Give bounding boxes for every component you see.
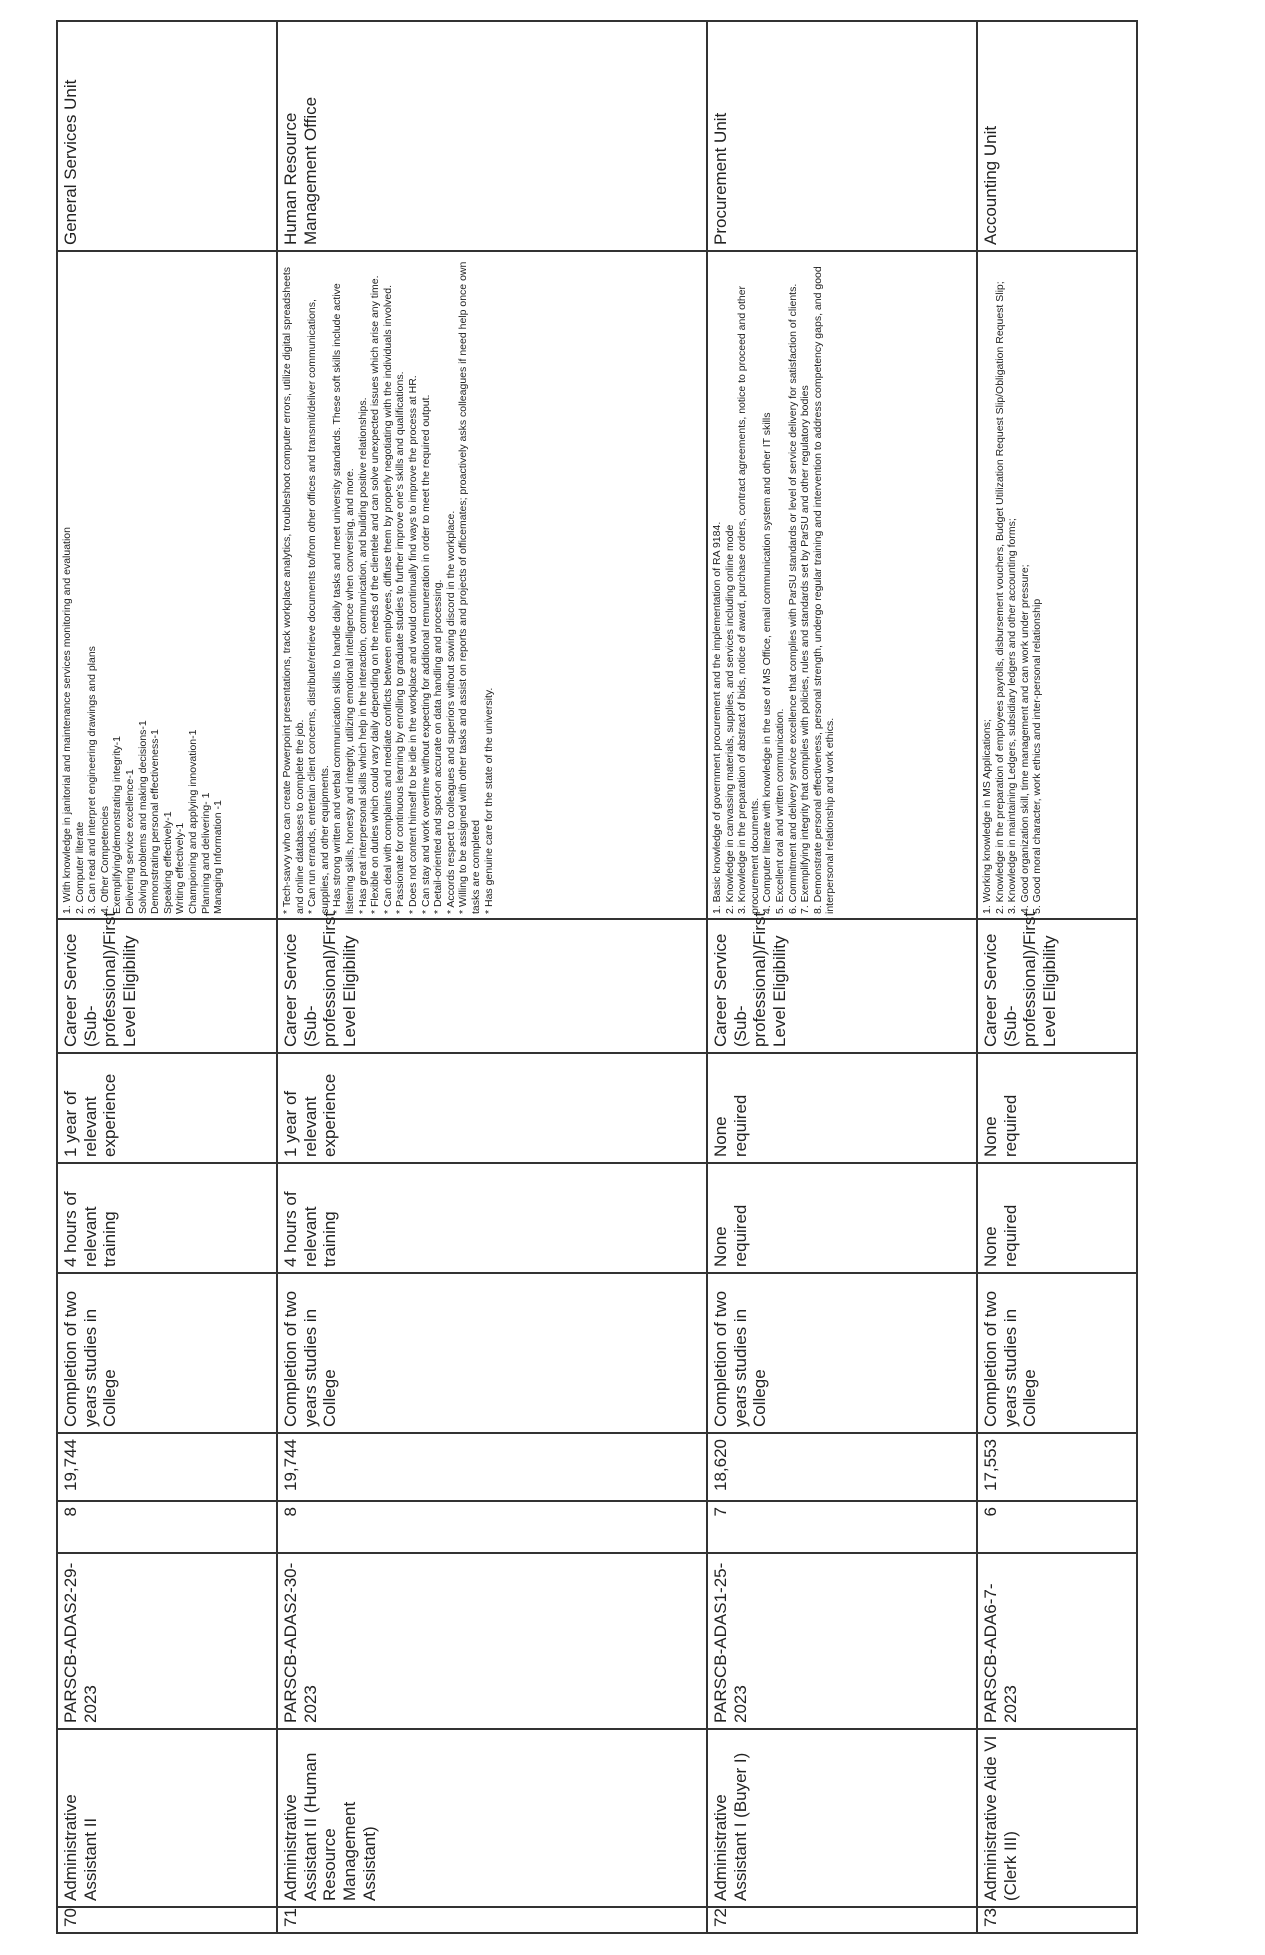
competencies-cell [57,251,277,919]
row-number-cell: 73 [977,1907,1137,1933]
competency-line: 3. Can read and interpret engineering drawings and plans [86,646,99,914]
competency-line: 3. Knowledge in the preparation of abstract of bids, notice of award, purchase orders, contract agreements, notice to proceed and other procurement documents. [736,285,761,914]
row-number-cell: 71 [277,1907,707,1933]
competency-line: * Has genuine care for the state of the university. [482,687,495,914]
education-cell: Completion of two years studies in College [277,1273,707,1433]
competency-line: * Flexible on duties which could vary daily depending on the needs of the clientele and can solve unexpected issues which arise any time. [369,275,382,914]
eligibility-cell: Career Service (Sub-professional)/First Level Eligibility [57,919,277,1053]
training-cell: None required [707,1163,977,1273]
training-cell: 4 hours of relevant training [277,1163,707,1273]
competencies-cell [977,251,1137,919]
assignment-unit-cell: Human Resource Management Office [277,21,707,251]
position-title-cell: Administrative Assistant II (Human Resource Management Assistant) [277,1729,707,1907]
experience-cell: None required [977,1053,1137,1163]
competency-line: * Can run errands, entertain client concerns, distribute/retrieve documents to/from other offices and transmit/deliver communications, supplies, and other equipments. [306,299,331,914]
competency-line: 1. Basic knowledge of government procurement and the implementation of RA 9184. [711,521,723,914]
experience-cell: 1 year of relevant experience [57,1053,277,1163]
competency-line: Exemplifying/demonstrating integrity-1 [111,736,124,914]
salary-grade-cell: 8 [277,1501,707,1553]
competency-line: 5. Good moral character, work ethics and inter-personal relationship [1031,598,1044,914]
table-row [57,21,277,1933]
competency-line: 4. Other Competencies [98,806,111,914]
competency-line: * Does not content himself to be idle in the workplace and would continually find ways to improve the process at HR. [406,375,419,914]
monthly-salary-cell: 18,620 [707,1433,977,1501]
experience-cell: 1 year of relevant experience [277,1053,707,1163]
position-title-cell: Administrative Assistant I (Buyer I) [707,1729,977,1907]
eligibility-cell: Career Service (Sub-professional)/First Level Eligibility [977,919,1137,1053]
competency-line: * Has great interpersonal skills which help in the interaction, communication, and building positive relationships. [356,397,369,914]
positions-table [56,20,1138,1934]
competency-line: 8. Demonstrate personal effectiveness, personal strength, undergo regular training and intervention to address competency gaps, and good interpersonal relationship and work ethics. [811,266,837,914]
training-cell: None required [977,1163,1137,1273]
item-number-cell: PARSCB-ADA6-7-2023 [977,1553,1137,1729]
assignment-unit-cell: General Services Unit [57,21,277,251]
item-number-cell: PARSCB-ADAS2-30-2023 [277,1553,707,1729]
row-number-cell: 70 [57,1907,277,1933]
competency-line: 5. Excellent oral and written communication. [773,708,786,914]
salary-grade-cell: 8 [57,1501,277,1553]
competency-line: Demonstrating personal effectiveness-1 [149,729,162,914]
competency-line: 4. Good organization skill, time management and can work under pressure; [1018,564,1031,914]
competencies-cell [277,251,707,919]
competency-line: 4. Computer literate with knowledge in the use of MS Office, email communication system and other IT skills [761,412,774,914]
eligibility-cell: Career Service (Sub-professional)/First Level Eligibility [277,919,707,1053]
monthly-salary-cell: 17,553 [977,1433,1137,1501]
competency-line: 7. Exemplifying integrity that complies with policies, rules and standards set by ParSU and other regulatory bodies [799,385,812,914]
competency-line: * Can deal with complaints and mediate conflicts between employees, diffuse them by properly negotiating with the individuals involved. [381,285,394,914]
competency-line: Writing effectively-1 [174,822,187,914]
assignment-unit-cell: Procurement Unit [707,21,977,251]
competencies-cell [707,251,977,919]
rotated-page [56,22,1136,1934]
competency-line: * Willing to be assigned with other tasks and assist on reports and projects of officemates; proactively asks colleagues if need help once own tasks are completed [457,261,482,914]
item-number-cell: PARSCB-ADAS2-29-2023 [57,1553,277,1729]
experience-cell: None required [707,1053,977,1163]
competency-line: Managing Information -1 [212,800,225,914]
table-row [707,21,977,1933]
position-title-cell: Administrative Assistant II [57,1729,277,1907]
competency-line: Delivering service excellence-1 [123,769,136,914]
competency-line: 1. With knowledge in janitorial and maintenance services monitoring and evaluation [61,527,73,914]
competency-line: 3. Knowledge in maintaining Ledgers, subsidiary ledgers and other accounting forms; [1006,518,1019,914]
education-cell: Completion of two years studies in College [57,1273,277,1433]
competency-line: * Can stay and work overtime without expecting for additional remuneration in order to meet the required output. [419,394,432,914]
competency-line: Speaking effectively-1 [161,811,174,914]
competency-line: * Passionate for continuous learning by enrolling to graduate studies to further improve one's skills and qualifications. [394,371,407,914]
competency-line: 2. Knowledge in canvassing materials, supplies, and services including online mode [723,524,736,914]
table-body [57,21,1137,1933]
competency-line: 6. Commitment and delivery service excellence that complies with ParSU standards or level of service delivery for satisfaction of clients. [786,283,799,914]
competency-line: 2. Knowledge in the preparation of employees payrolls, disbursement vouchers, Budget Utilization Request Slip/Obligation Request Slip; [993,281,1006,914]
education-cell: Completion of two years studies in College [977,1273,1137,1433]
competency-line: 1. Working knowledge in MS Applications; [981,719,993,914]
assignment-unit-cell: Accounting Unit [977,21,1137,251]
competency-line: * Accords respect to colleagues and superiors without sowing discord in the workplace. [444,510,457,914]
competency-line: * Tech-savvy who can create Powerpoint presentations, track workplace analytics, troubleshoot computer errors, utilize digital spreadsheets and online databases to complete the job. [281,266,306,914]
salary-grade-cell: 7 [707,1501,977,1553]
eligibility-cell: Career Service (Sub-professional)/First Level Eligibility [707,919,977,1053]
competency-line: 2. Computer literate [73,821,86,914]
competency-line: * Has strong written and verbal communication skills to handle daily tasks and meet university standards. These soft skills include active listening skills, honesty and integrity, utilizing emotional intelligence when conversing, and more. [331,283,356,914]
competency-line: Championing and applying innovation-1 [186,729,199,914]
position-title-cell: Administrative Aide VI (Clerk III) [977,1729,1137,1907]
monthly-salary-cell: 19,744 [277,1433,707,1501]
row-number-cell: 72 [707,1907,977,1933]
training-cell: 4 hours of relevant training [57,1163,277,1273]
education-cell: Completion of two years studies in College [707,1273,977,1433]
table-row [977,21,1137,1933]
item-number-cell: PARSCB-ADAS1-25-2023 [707,1553,977,1729]
competency-line: * Detail-oriented and spot-on accurate on data handling and processing. [432,579,445,914]
salary-grade-cell: 6 [977,1501,1137,1553]
competency-line: Solving problems and making decisions-1 [136,720,149,914]
monthly-salary-cell: 19,744 [57,1433,277,1501]
table-row [277,21,707,1933]
competency-line: Planning and delivering- 1 [199,792,212,914]
